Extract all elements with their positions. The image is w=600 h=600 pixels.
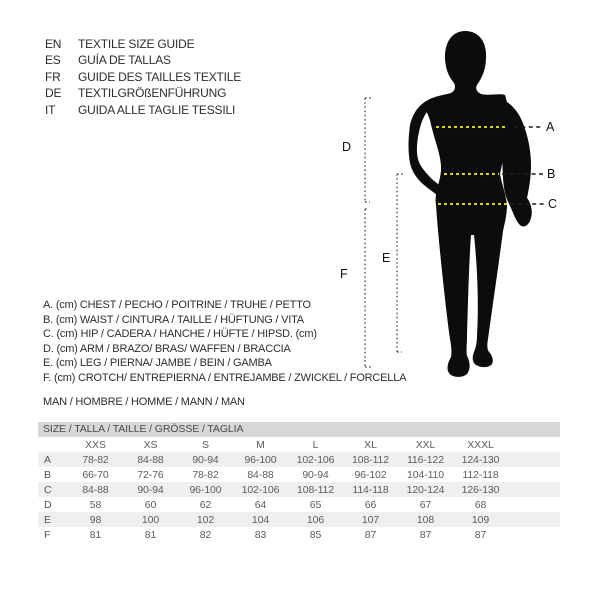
table-cell-filler bbox=[508, 497, 560, 512]
table-row-waist bbox=[38, 467, 560, 482]
language-row bbox=[45, 69, 241, 85]
table-cell: 96-102 bbox=[354, 468, 387, 481]
table-row-hip bbox=[38, 482, 560, 497]
row-label: F bbox=[44, 528, 51, 541]
waist-label: B bbox=[547, 167, 556, 181]
table-cell: 81 bbox=[144, 528, 157, 541]
language-row bbox=[45, 36, 241, 52]
measurement-legend bbox=[43, 298, 406, 409]
language-title: GUIDE DES TAILLES TEXTILE bbox=[78, 69, 242, 84]
table-cell: 60 bbox=[144, 498, 157, 511]
table-cell: 90-94 bbox=[302, 468, 329, 481]
table-row-leg bbox=[38, 512, 560, 527]
measurement-line-a: A. (cm) CHEST / PECHO / POITRINE / TRUHE / PETTO bbox=[43, 299, 311, 311]
hip-label: C bbox=[548, 197, 558, 211]
size-column-header: M bbox=[256, 438, 265, 451]
table-cell: 90-94 bbox=[137, 483, 164, 496]
language-code: DE bbox=[45, 86, 62, 101]
table-cell: 120-124 bbox=[406, 483, 445, 496]
table-cell: 124-130 bbox=[461, 453, 500, 466]
language-row bbox=[45, 102, 241, 118]
size-column-header: XXL bbox=[415, 438, 436, 451]
size-header-filler bbox=[508, 437, 560, 452]
table-cell: 108 bbox=[416, 513, 435, 526]
table-cell: 109 bbox=[471, 513, 490, 526]
size-column-header: XS bbox=[143, 438, 158, 451]
man-silhouette bbox=[425, 31, 508, 377]
language-title-list bbox=[45, 36, 241, 118]
size-header-row bbox=[38, 437, 560, 452]
size-header-empty bbox=[38, 437, 68, 452]
table-cell: 66 bbox=[364, 498, 377, 511]
leg-label: E bbox=[382, 251, 391, 265]
measurement-line-d: D. (cm) ARM / BRAZO/ BRAS/ WAFFEN / BRACCIA bbox=[43, 342, 291, 355]
size-column-header: L bbox=[312, 438, 319, 451]
table-cell: 112-118 bbox=[462, 468, 499, 481]
size-table bbox=[38, 422, 560, 542]
language-title: GUÍA DE TALLAS bbox=[78, 53, 171, 68]
table-cell: 90-94 bbox=[192, 453, 219, 466]
table-cell: 102 bbox=[196, 513, 215, 526]
table-cell: 65 bbox=[309, 498, 322, 511]
table-cell: 78-82 bbox=[82, 453, 109, 466]
table-cell: 98 bbox=[89, 513, 102, 526]
table-cell: 68 bbox=[474, 498, 487, 511]
table-cell: 102-106 bbox=[241, 483, 280, 496]
arm-extent-line bbox=[365, 98, 371, 202]
row-label: B bbox=[44, 468, 51, 481]
row-label: E bbox=[44, 513, 51, 526]
table-cell-filler bbox=[508, 452, 560, 467]
table-cell-filler bbox=[508, 467, 560, 482]
language-code: FR bbox=[45, 69, 61, 84]
table-cell: 126-130 bbox=[461, 483, 500, 496]
language-code: EN bbox=[45, 37, 62, 51]
table-cell: 116-122 bbox=[406, 453, 445, 466]
table-cell: 84-88 bbox=[247, 468, 274, 481]
table-cell-filler bbox=[508, 527, 560, 542]
crotch-label: F bbox=[340, 267, 348, 281]
table-cell: 102-106 bbox=[296, 453, 335, 466]
table-cell: 84-88 bbox=[137, 453, 164, 466]
row-label: A bbox=[44, 453, 51, 466]
language-code: ES bbox=[45, 53, 61, 68]
language-row bbox=[45, 52, 241, 68]
table-cell: 104 bbox=[251, 513, 270, 526]
table-cell: 64 bbox=[254, 498, 267, 511]
table-cell: 78-82 bbox=[192, 468, 219, 481]
table-cell: 84-88 bbox=[82, 483, 109, 496]
table-cell: 104-110 bbox=[406, 468, 445, 481]
table-cell: 96-100 bbox=[244, 453, 277, 466]
gender-line: MAN / HOMBRE / HOMME / MANN / MAN bbox=[43, 395, 245, 408]
chest-label: A bbox=[546, 120, 555, 134]
size-column-header: S bbox=[202, 438, 209, 451]
measurement-line-f: F. (cm) CROTCH/ ENTREPIERNA / ENTREJAMBE / ZWICKEL / FORCELLA bbox=[43, 371, 407, 384]
table-cell-filler bbox=[508, 512, 560, 527]
language-code: IT bbox=[45, 102, 56, 117]
row-label: D bbox=[44, 498, 52, 511]
table-cell: 100 bbox=[141, 513, 160, 526]
table-row-arm bbox=[38, 497, 560, 512]
language-row bbox=[45, 85, 241, 101]
language-title: TEXTILE SIZE GUIDE bbox=[78, 37, 195, 51]
language-title: GUIDA ALLE TAGLIE TESSILI bbox=[78, 102, 236, 117]
table-cell: 107 bbox=[361, 513, 380, 526]
measurement-line-b: B. (cm) WAIST / CINTURA / TAILLE / HÜFTUNG / VITA bbox=[43, 313, 304, 326]
measurement-line-e: E. (cm) LEG / PIERNA/ JAMBE / BEIN / GAMBA bbox=[43, 357, 272, 370]
size-column-header: XXXL bbox=[467, 438, 494, 451]
table-cell: 81 bbox=[89, 528, 102, 541]
table-cell: 96-100 bbox=[189, 483, 222, 496]
size-column-header: XXS bbox=[85, 438, 106, 451]
row-label: C bbox=[44, 483, 52, 496]
size-table-grid bbox=[38, 437, 560, 542]
table-cell: 67 bbox=[419, 498, 432, 511]
table-cell: 108-112 bbox=[296, 483, 335, 496]
size-table-title: SIZE / TALLA / TAILLE / GRÖSSE / TAGLIA bbox=[38, 422, 560, 437]
table-row-crotch bbox=[38, 527, 560, 542]
table-cell: 58 bbox=[89, 498, 102, 511]
table-cell: 72-76 bbox=[137, 468, 164, 481]
table-cell-filler bbox=[508, 482, 560, 497]
table-cell: 83 bbox=[254, 528, 267, 541]
arm-label: D bbox=[342, 140, 352, 154]
language-title: TEXTILGRÖßENFÜHRUNG bbox=[78, 86, 227, 101]
table-row-chest bbox=[38, 452, 560, 467]
table-cell: 87 bbox=[419, 528, 432, 541]
table-cell: 62 bbox=[199, 498, 212, 511]
table-cell: 108-112 bbox=[351, 453, 390, 466]
table-cell: 85 bbox=[309, 528, 322, 541]
table-cell: 114-118 bbox=[352, 483, 389, 496]
measurement-line-c: C. (cm) HIP / CADERA / HANCHE / HÜFTE / HIPSD. (cm) bbox=[43, 328, 317, 341]
table-cell: 106 bbox=[306, 513, 325, 526]
table-cell: 87 bbox=[364, 528, 377, 541]
table-cell: 82 bbox=[199, 528, 212, 541]
table-cell: 87 bbox=[474, 528, 487, 541]
table-cell: 66-70 bbox=[82, 468, 109, 481]
size-column-header: XL bbox=[364, 438, 377, 451]
